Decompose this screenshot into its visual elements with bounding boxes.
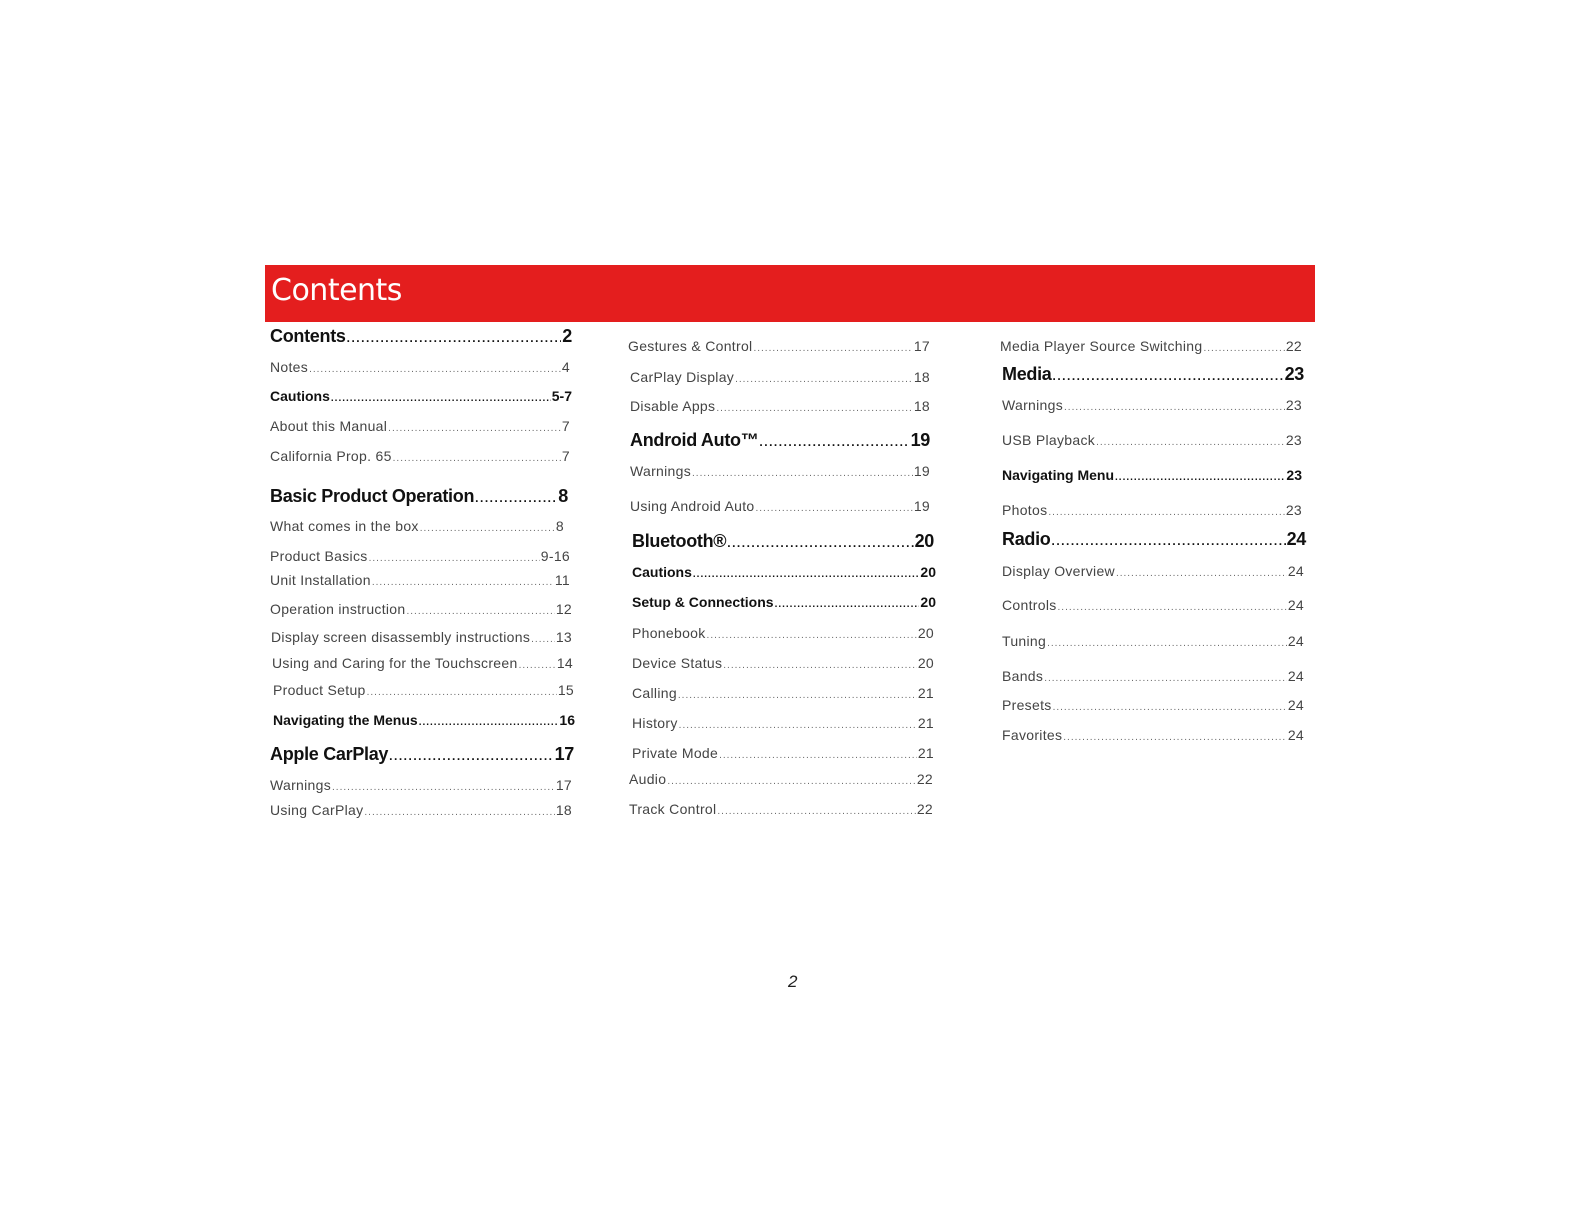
toc-entry-bluetooth-cautions[interactable]: Cautions ..... 20: [632, 564, 936, 580]
toc-entry-unit-installation[interactable]: Unit Installation ..... 11: [270, 572, 570, 588]
toc-entry-product-basics[interactable]: Product Basics ..... 9-16: [270, 548, 570, 564]
toc-entry-notes[interactable]: Notes ..... 4: [270, 359, 570, 375]
toc-entry-about-manual[interactable]: About this Manual ..... 7: [270, 418, 570, 434]
contents-banner: [265, 265, 1315, 322]
toc-entry-tuning[interactable]: Tuning ..... 24: [1002, 633, 1304, 649]
toc-entry-device-status[interactable]: Device Status ..... 20: [632, 655, 934, 671]
toc-entry-track-control[interactable]: Track Control ..... 22: [629, 801, 933, 817]
toc-entry-touchscreen-care[interactable]: Using and Caring for the Touchscreen ..... 14: [272, 655, 573, 671]
toc-entry-product-setup[interactable]: Product Setup ..... 15: [273, 682, 574, 698]
toc-entry-disable-apps[interactable]: Disable Apps ..... 18: [630, 398, 930, 414]
toc-entry-calling[interactable]: Calling ..... 21: [632, 685, 934, 701]
toc-entry-basic-product-operation[interactable]: Basic Product Operation ..... 8: [270, 486, 568, 507]
toc-entry-using-android-auto[interactable]: Using Android Auto ..... 19: [630, 498, 930, 514]
toc-entry-android-auto[interactable]: Android Auto™ ..... 19: [630, 430, 930, 451]
toc-entry-navigating-menus[interactable]: Navigating the Menus ..... 16: [273, 712, 575, 728]
toc-entry-carplay-warnings[interactable]: Warnings ..... 17: [270, 777, 572, 793]
toc-entry-contents[interactable]: Contents ..... 2: [270, 326, 572, 347]
toc-entry-carplay-display[interactable]: CarPlay Display ..... 18: [630, 369, 930, 385]
toc-entry-using-carplay[interactable]: Using CarPlay ..... 18: [270, 802, 572, 818]
toc-entry-bands[interactable]: Bands ..... 24: [1002, 668, 1304, 684]
toc-entry-phonebook[interactable]: Phonebook ..... 20: [632, 625, 934, 641]
banner-title: Contents: [271, 273, 402, 308]
toc-entry-photos[interactable]: Photos ..... 23: [1002, 502, 1302, 518]
toc-entry-media[interactable]: Media ..... 23: [1002, 364, 1304, 385]
toc-entry-display-disassembly[interactable]: Display screen disassembly instructions ..... 13: [271, 629, 572, 645]
toc-entry-bluetooth[interactable]: Bluetooth® ..... 20: [632, 531, 934, 552]
toc-entry-california-prop65[interactable]: California Prop. 65 ..... 7: [270, 448, 570, 464]
toc-entry-android-warnings[interactable]: Warnings ..... 19: [630, 463, 930, 479]
toc-entry-apple-carplay[interactable]: Apple CarPlay ..... 17: [270, 744, 574, 765]
toc-entry-audio[interactable]: Audio ..... 22: [629, 771, 933, 787]
toc-entry-gestures-control[interactable]: Gestures & Control ..... 17: [628, 338, 930, 354]
toc-entry-display-overview[interactable]: Display Overview ..... 24: [1002, 563, 1304, 579]
toc-entry-usb-playback[interactable]: USB Playback ..... 23: [1002, 432, 1302, 448]
page-number: 2: [788, 972, 798, 991]
toc-entry-private-mode[interactable]: Private Mode ..... 21: [632, 745, 934, 761]
toc-entry-operation-instruction[interactable]: Operation instruction ..... 12: [270, 601, 572, 617]
toc-entry-favorites[interactable]: Favorites ..... 24: [1002, 727, 1304, 743]
toc-entry-radio[interactable]: Radio ..... 24: [1002, 529, 1306, 550]
toc-entry-setup-connections[interactable]: Setup & Connections ..... 20: [632, 594, 936, 610]
toc-entry-controls[interactable]: Controls ..... 24: [1002, 597, 1304, 613]
toc-entry-whats-in-box[interactable]: What comes in the box ..... 8: [270, 518, 564, 534]
toc-entry-media-source-switching[interactable]: Media Player Source Switching ..... 22: [1000, 338, 1302, 354]
toc-entry-history[interactable]: History ..... 21: [632, 715, 934, 731]
toc-entry-cautions[interactable]: Cautions ..... 5-7: [270, 388, 572, 404]
toc-entry-navigating-menu[interactable]: Navigating Menu ..... 23: [1002, 467, 1302, 483]
toc-entry-presets[interactable]: Presets ..... 24: [1002, 697, 1304, 713]
toc-entry-media-warnings[interactable]: Warnings ..... 23: [1002, 397, 1302, 413]
